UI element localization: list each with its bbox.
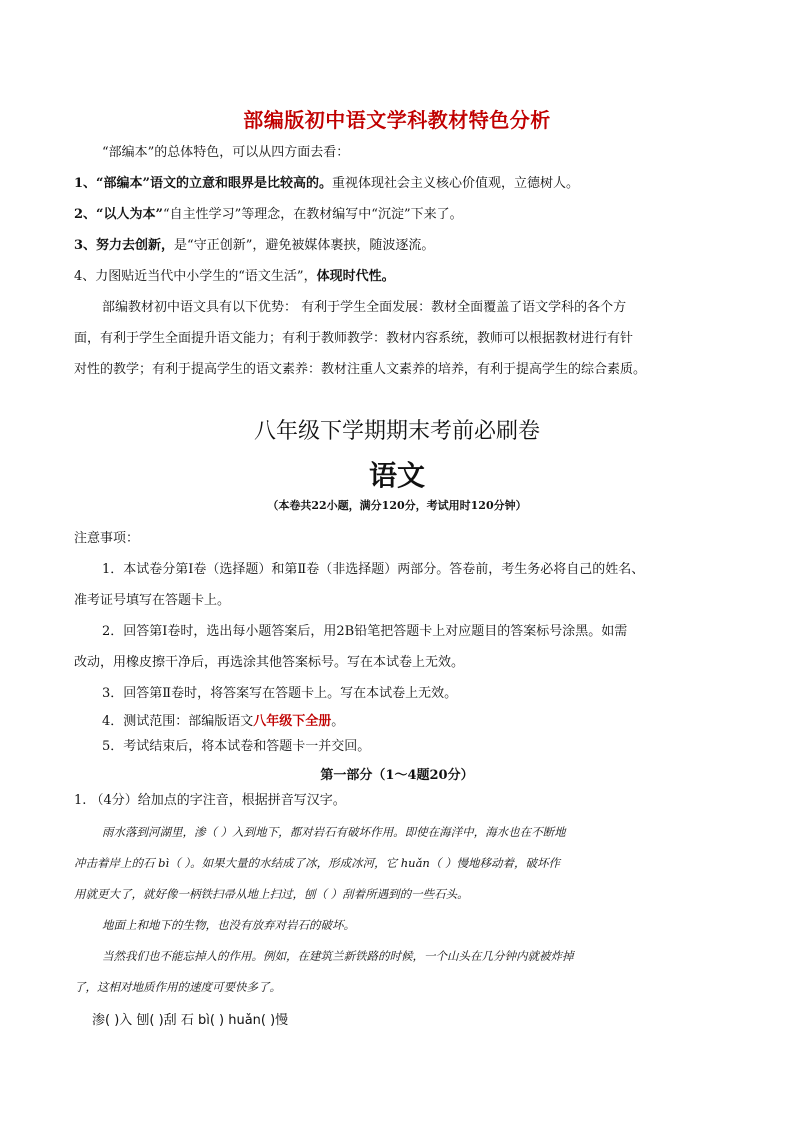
intro-point-4 (74, 268, 395, 286)
note-1-line-2: 准考证号填写在答题卡上。 (74, 593, 231, 608)
note-2-line-2: 改动，用橡皮擦干净后，再选涂其他答案标号。写在本试卷上无效。 (74, 655, 465, 670)
note-4-suffix: 。 (331, 714, 345, 729)
intro-point-4-text: 4、力图贴近当代中小学生的“语文生活”， (74, 269, 317, 284)
document-title: 部编版初中语文学科教材特色分析 (243, 108, 551, 132)
passage-line-6: 了，这相对地质作用的速度可要快多了。 (74, 980, 281, 994)
intro-point-3-bold: 3、努力去创新， (74, 238, 175, 253)
note-4-scope: 八年级下全册 (253, 714, 332, 729)
exam-title: 八年级下学期期末考前必刷卷 (253, 419, 540, 444)
question-1-stem: 1. （4分）给加点的字注音，根据拼音写汉字。 (74, 793, 346, 808)
intro-point-2-text: “自主性学习”等理念，在教材编写中“沉淀”下来了。 (163, 207, 463, 222)
notice-label: 注意事项： (74, 531, 140, 546)
intro-point-1-bold: 1、“部编本”语文的立意和眼界是比较高的。 (74, 176, 333, 191)
note-4 (102, 713, 344, 731)
intro-point-2-bold: 2、“以人为本” (74, 207, 164, 222)
advantage-line-3: 对性的教学；有利于提高学生的语文素养：教材注重人文素养的培养，有利于提高学生的综合素质。 (74, 362, 647, 377)
passage-line-3: 用就更大了，就好像一柄铁扫帚从地上扫过，刨（ ）刮着所遇到的一些石头。 (74, 887, 469, 901)
note-4-prefix: 4．测试范围：部编版语文 (102, 714, 254, 729)
intro-point-3-text: 是“守正创新”，避免被媒体裹挟，随波逐流。 (174, 238, 435, 253)
section-title: 第一部分（1～4题20分） (320, 768, 474, 783)
exam-subject: 语文 (368, 459, 425, 492)
intro-point-3 (74, 237, 434, 255)
passage-line-4: 地面上和地下的生物，也没有放弃对岩石的破坏。 (102, 918, 355, 932)
note-3: 3．回答第Ⅱ卷时，将答案写在答题卡上。写在本试卷上无效。 (102, 686, 458, 701)
passage-line-2: 冲击着岸上的石 bì（ ）。如果大量的水结成了冰，形成冰河，它 huǎn（ ）慢地移动着，破坏作 (74, 856, 560, 870)
exam-meta: （本卷共22小题，满分120分，考试用时120分钟） (267, 499, 527, 512)
advantage-line-1: 部编教材初中语文具有以下优势： 有利于学生全面发展：教材全面覆盖了语文学科的各个方 (102, 300, 627, 315)
note-1-line-1: 1．本试卷分第Ⅰ卷（选择题）和第Ⅱ卷（非选择题）两部分。答卷前，考生务必将自己的姓名、 (102, 562, 645, 577)
note-5: 5．考试结束后，将本试卷和答题卡一并交回。 (102, 739, 371, 754)
intro-point-4-bold: 体现时代性。 (316, 269, 395, 284)
advantage-line-2: 面，有利于学生全面提升语文能力；有利于教师教学：教材内容系统，教师可以根据教材进行有针 (74, 331, 634, 346)
intro-lead: “部编本”的总体特色，可以从四方面去看： (102, 145, 350, 160)
intro-point-1-text: 重视体现社会主义核心价值观，立德树人。 (332, 176, 580, 191)
note-2-line-1: 2．回答第Ⅰ卷时，选出每小题答案后，用2B铅笔把答题卡上对应题目的答案标号涂黑。如需 (102, 624, 628, 639)
intro-point-2 (74, 206, 463, 224)
passage-line-1: 雨水落到河湖里，渗（ ）入到地下，都对岩石有破坏作用。即使在海洋中，海水也在不断地 (102, 825, 566, 839)
answer-blanks: 渗( )入 刨( )刮 石 bì( ) huǎn( )慢 (92, 1013, 289, 1028)
intro-point-1 (74, 175, 579, 193)
passage-line-5: 当然我们也不能忘掉人的作用。例如，在建筑兰新铁路的时候，一个山头在几分钟内就被炸掉 (102, 949, 574, 963)
